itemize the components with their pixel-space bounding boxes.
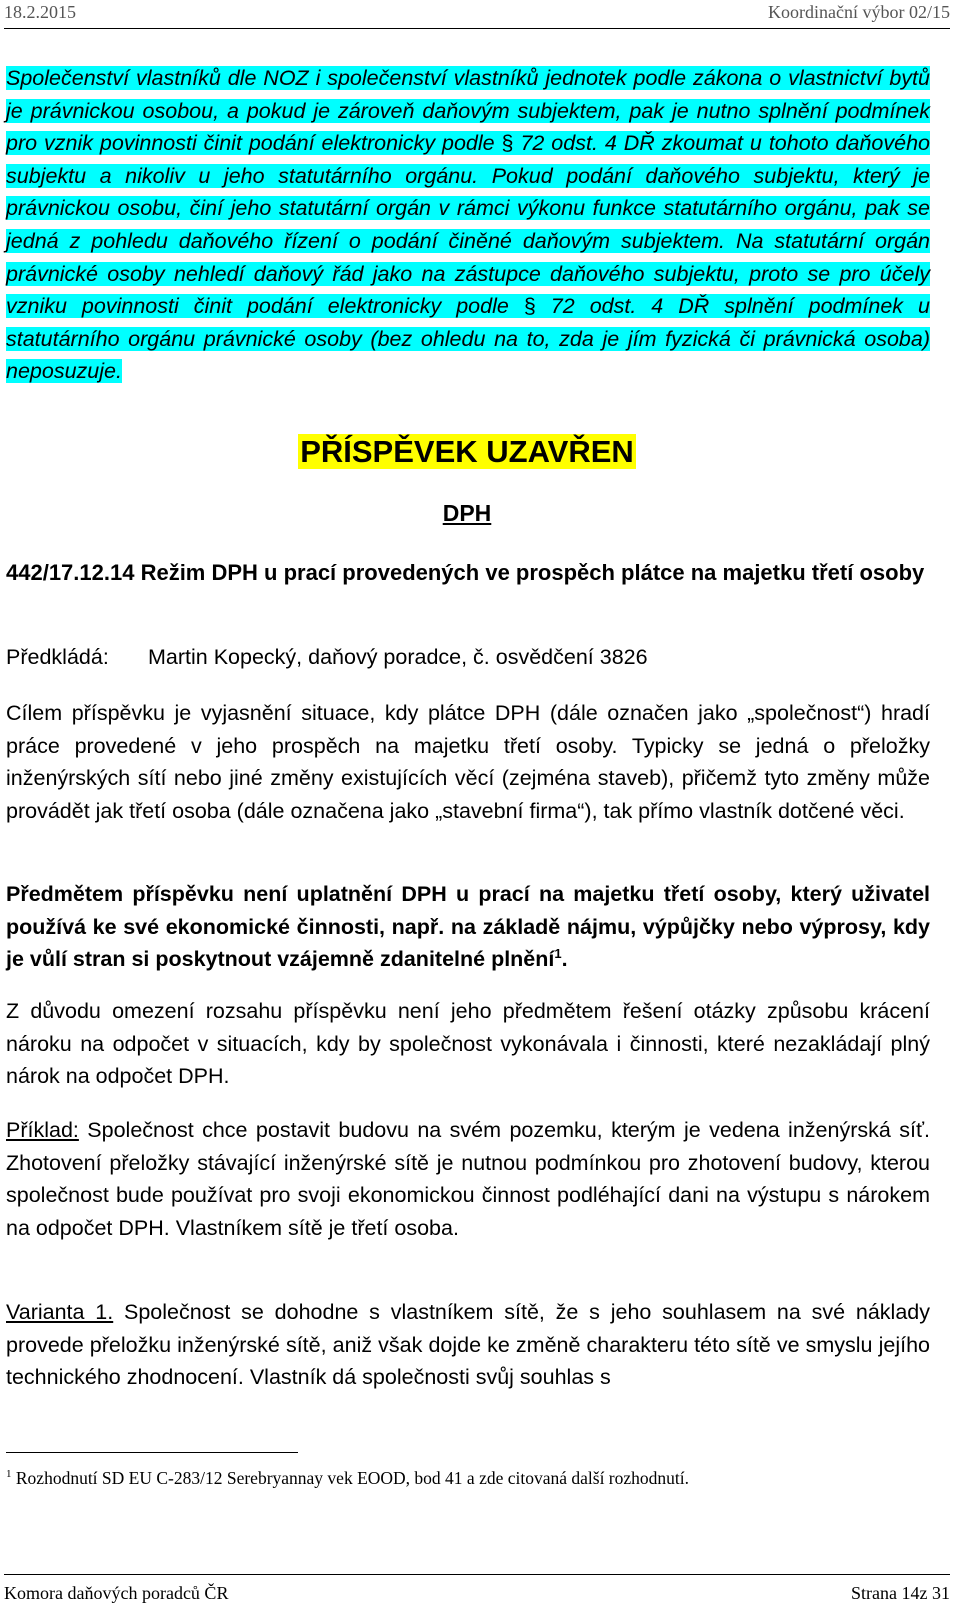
highlighted-text xyxy=(6,66,930,383)
highlight-part-2: 72 odst. 4 DŘ zkoumat u tohoto daňového subjektu a nikoliv u jeho statutárního orgánu. Pokud podání daňového subjektu, který je právnickou osobu, činí jeho statutární orgán v rámci výkonu funkce statutárního orgánu, pak se jedná z pohledu daňového řízení o podání činěné daňovým subjektem. Na statutární orgán právnické osoby nehledí daňový řád jako na zástupce daňového subjektu, proto se pro účely vzniku povinnosti činit podání elektronicky podle xyxy=(6,131,930,319)
paragraph-purpose: Cílem příspěvku je vyjasnění situace, kdy plátce DPH (dále označen jako „společnost“) hradí práce provedené v jeho prospěch na majetku třetí osoby. Typicky se jedná o přeložky inženýrských sítí nebo jiné změny existujících věcí (zejména staveb), přičemž tyto změny může provádět jak třetí osoba (dále označena jako „stavební firma“), tak přímo vlastník dotčené věci. xyxy=(6,701,930,823)
scope-end: . xyxy=(561,947,568,972)
paragraph-limitation: Z důvodu omezení rozsahu příspěvku není jeho předmětem řešení otázky způsobu krácení nároku na odpočet v situacích, kdy by společnost vykonávala i činnosti, které nezakládají plný nárok na odpočet DPH. xyxy=(6,999,930,1089)
closed-banner xyxy=(0,434,934,470)
highlight-part-3: 72 odst. 4 DŘ splnění podmínek u statutárního orgánu právnické osoby (bez ohledu na to, zda je jím fyzická či právnická osoba) neposuzuje. xyxy=(6,294,930,384)
example-label: Příklad: xyxy=(6,1118,79,1142)
paragraph-variant-1 xyxy=(6,1296,930,1394)
paragraph-sign: § xyxy=(501,131,514,156)
header-committee: Koordinační výbor 02/15 xyxy=(768,2,950,22)
proposer-line xyxy=(6,642,930,672)
proposer-value: Martin Kopecký, daňový poradce, č. osvědčení 3826 xyxy=(148,645,648,669)
footnote-number: 1 xyxy=(6,1468,12,1481)
footer-organization: Komora daňových poradců ČR xyxy=(4,1583,229,1603)
footer-page-number: Strana 14z 31 xyxy=(851,1583,950,1603)
item-title: 442/17.12.14 Režim DPH u prací provedených ve prospěch plátce na majetku třetí osoby xyxy=(6,560,925,585)
scope-text: Předmětem příspěvku není uplatnění DPH u prací na majetku třetí osoby, který uživatel používá ke své ekonomické činnosti, např. na základě nájmu, výpůjčky nebo výprosy, kdy je vůlí stran si poskytnout vzájemně zdanitelné plnění xyxy=(6,882,930,972)
paragraph-example xyxy=(6,1114,930,1244)
highlighted-paragraph xyxy=(6,62,930,388)
variant-text: Společnost se dohodne s vlastníkem sítě, že s jeho souhlasem na své náklady provede přeložku inženýrské sítě, aniž však dojde ke změně charakteru této sítě ve smyslu jejího technického zhodnocení. Vlastník dá společnosti svůj souhlas s xyxy=(6,1300,930,1390)
header-date: 18.2.2015 xyxy=(4,2,76,22)
highlight-part-1: Společenství vlastníků dle NOZ i společenství vlastníků jednotek podle zákona o vlastnictví bytů je právnickou osobou, a pokud je zároveň daňovým subjektem, pak je nutno splnění podmínek pro vznik povinnosti činit podání elektronicky podle xyxy=(6,66,930,156)
example-text: Společnost chce postavit budovu na svém pozemku, kterým je vedena inženýrská síť. Zhotovení přeložky stávající inženýrské sítě je nutnou podmínkou pro zhotovení budovy, kterou společnost bude používat pro svoji ekonomickou činnost podléhající dani na výstupu s nárokem na odpočet DPH. Vlastníkem sítě je třetí osoba. xyxy=(6,1118,930,1240)
page-footer xyxy=(4,1574,950,1609)
paragraph-scope xyxy=(6,878,930,976)
page-header xyxy=(4,0,950,29)
closed-banner-text: PŘÍSPĚVEK UZAVŘEN xyxy=(300,434,634,469)
variant-label: Varianta 1. xyxy=(6,1300,114,1324)
footnote-separator xyxy=(6,1452,298,1453)
section-heading: DPH xyxy=(442,500,492,526)
proposer-label: Předkládá: xyxy=(6,645,109,669)
paragraph-sign: § xyxy=(523,294,536,319)
footnote-reference[interactable]: 1 xyxy=(554,946,562,962)
footnote xyxy=(6,1468,689,1489)
footnote-text: Rozhodnutí SD EU C-283/12 Serebryannay vek EOOD, bod 41 a zde citovaná další rozhodnutí. xyxy=(11,1468,690,1488)
